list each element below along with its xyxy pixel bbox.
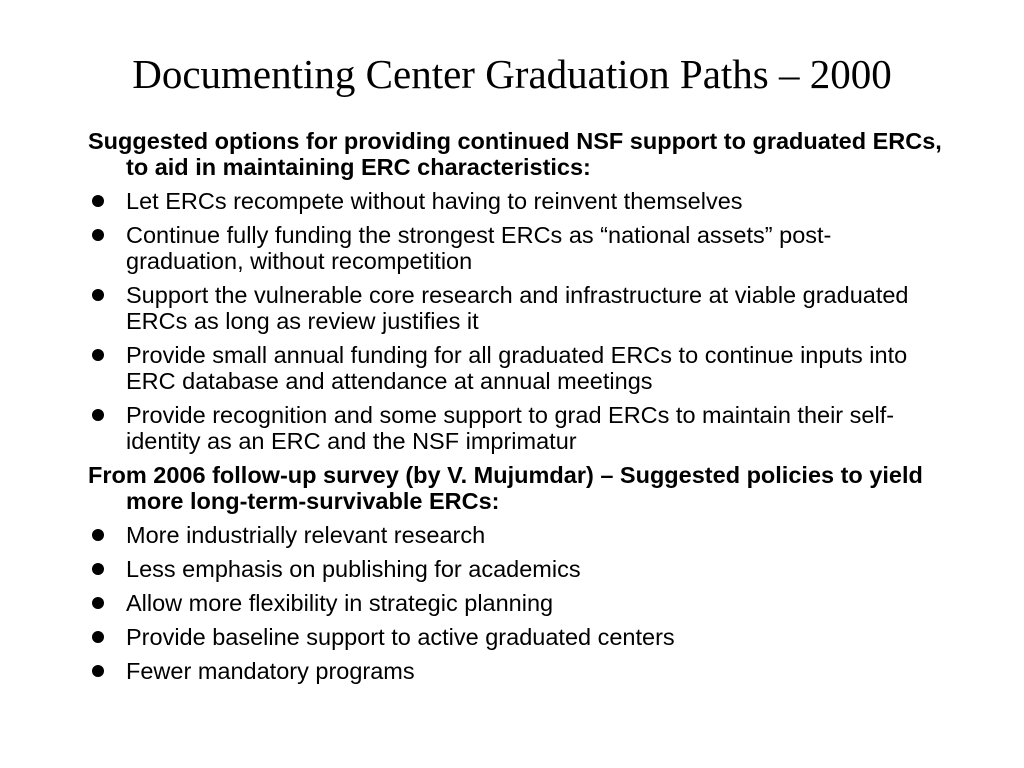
bullet-icon [92, 289, 104, 301]
list-item [88, 342, 948, 394]
list-item [88, 590, 948, 616]
slide-title: Documenting Center Graduation Paths – 2000 [132, 51, 892, 97]
bullet-icon [92, 563, 104, 575]
section-2-list [88, 522, 948, 684]
list-item-text: Provide recognition and some support to grad ERCs to maintain their self-identity as an ERC and the NSF imprimatur [126, 402, 895, 454]
list-item [88, 522, 948, 548]
slide-body [88, 128, 948, 692]
list-item [88, 624, 948, 650]
bullet-icon [92, 631, 104, 643]
section-1-list [88, 188, 948, 454]
list-item-text: Provide small annual funding for all graduated ERCs to continue inputs into ERC database and attendance at annual meetings [126, 342, 908, 394]
list-item [88, 556, 948, 582]
list-item-text: Let ERCs recompete without having to reinvent themselves [126, 188, 743, 214]
list-item-text: Fewer mandatory programs [126, 658, 415, 684]
bullet-icon [92, 529, 104, 541]
bullet-icon [92, 665, 104, 677]
list-item-text: More industrially relevant research [126, 522, 486, 548]
bullet-icon [92, 409, 104, 421]
list-item-text: Support the vulnerable core research and infrastructure at viable graduated ERCs as long as review justifies it [126, 282, 909, 334]
bullet-icon [92, 597, 104, 609]
list-item-text: Continue fully funding the strongest ERCs as “national assets” post-graduation, without recompetition [126, 222, 832, 274]
list-item-text: Less emphasis on publishing for academics [126, 556, 581, 582]
bullet-icon [92, 229, 104, 241]
list-item-text: Provide baseline support to active graduated centers [126, 624, 675, 650]
list-item [88, 658, 948, 684]
list-item [88, 222, 948, 274]
bullet-icon [92, 195, 104, 207]
section-1-heading: Suggested options for providing continued NSF support to graduated ERCs, to aid in maintaining ERC characteristics: [88, 128, 942, 180]
list-item [88, 282, 948, 334]
list-item-text: Allow more flexibility in strategic planning [126, 590, 554, 616]
section-2-heading: From 2006 follow-up survey (by V. Mujumdar) – Suggested policies to yield more long-term-survivable ERCs: [88, 462, 923, 514]
list-item [88, 188, 948, 214]
bullet-icon [92, 349, 104, 361]
list-item [88, 402, 948, 454]
